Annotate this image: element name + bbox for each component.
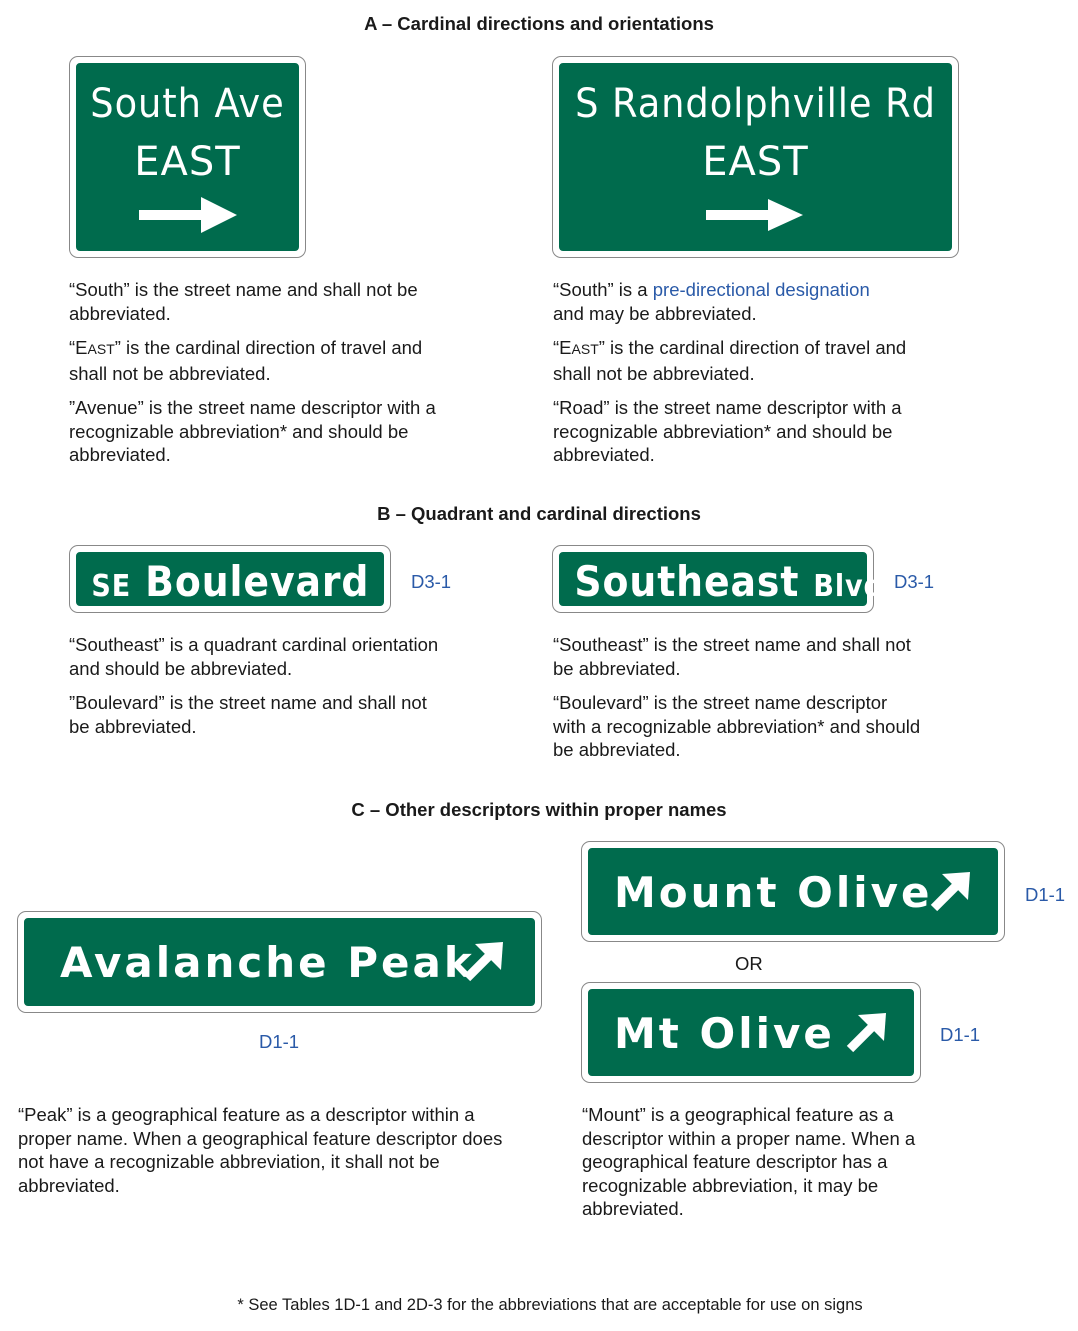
se-prefix: SE [91, 569, 132, 604]
pre-directional-link[interactable]: pre-directional designation [652, 279, 870, 300]
southeast-name: Southeast [574, 557, 800, 606]
se-boulevard-desc-p1: “Southeast” is a quadrant cardinal orientation and should be abbreviated. [69, 634, 439, 679]
randolphville-sign-line1: S Randolphville Rd [575, 81, 936, 127]
avalanche-peak-sign-text: Avalanche Peak [60, 938, 475, 987]
arrow-right-icon [706, 195, 808, 235]
arrow-up-right-icon [928, 870, 972, 914]
southeast-blvd-sign [552, 545, 884, 613]
section-a-title: A – Cardinal directions and orientations [364, 13, 714, 34]
south-ave-description [69, 278, 439, 478]
avalanche-peak-code: D1-1 [259, 1031, 300, 1052]
or-label: OR [735, 953, 763, 974]
blvd-suffix: Blvd [813, 569, 884, 604]
section-b-title: B – Quadrant and cardinal directions [377, 503, 701, 524]
randolphville-sign-line2 [559, 139, 952, 185]
avalanche-peak-description [18, 1103, 508, 1208]
se-boulevard-sign-text [91, 557, 368, 606]
randolphville-desc-p2: “EAST” is the cardinal direction of travel and shall not be abbreviated. [553, 337, 907, 384]
southeast-blvd-desc-p2: “Boulevard” is the street name descriptor with a recognizable abbreviation* and should be abbreviated. [553, 692, 921, 760]
se-boulevard-code: D3-1 [411, 571, 452, 592]
arrow-up-right-icon [461, 940, 505, 984]
southeast-blvd-desc-p1: “Southeast” is the street name and shall not be abbreviated. [553, 634, 911, 679]
mt-olive-sign [581, 982, 921, 1083]
southeast-blvd-sign-text [574, 557, 884, 606]
south-ave-desc-p1: “South” is the street name and shall not be abbreviated. [69, 279, 418, 324]
south-ave-sign-direction: EAST [134, 139, 241, 185]
se-boulevard-desc-p2: ”Boulevard” is the street name and shall not be abbreviated. [69, 692, 427, 737]
southeast-blvd-description [553, 633, 923, 773]
south-ave-desc-p2: “EAST” is the cardinal direction of travel and shall not be abbreviated. [69, 337, 423, 384]
randolphville-desc-p1: “South” is a pre-directional designation and may be abbreviated. [553, 279, 870, 324]
randolphville-sign [552, 56, 959, 258]
mount-olive-description [582, 1103, 952, 1232]
se-boulevard-description [69, 633, 439, 749]
footnote: * See Tables 1D-1 and 2D-3 for the abbreviations that are acceptable for use on signs [237, 1296, 863, 1314]
south-ave-sign-line1: South Ave [90, 81, 285, 127]
se-boulevard-sign [69, 545, 391, 613]
southeast-blvd-code: D3-1 [894, 571, 935, 592]
randolphville-description [553, 278, 923, 478]
arrow-right-icon [139, 195, 241, 235]
randolphville-desc-p3: “Road” is the street name descriptor with a recognizable abbreviation* and should be abbreviated. [553, 397, 902, 465]
mount-olive-code: D1-1 [1025, 884, 1066, 905]
randolphville-sign-direction: EAST [702, 139, 809, 185]
mount-olive-desc-p1: “Mount” is a geographical feature as a descriptor within a proper name. When a geographical feature descriptor has a recognizable abbreviation, it may be abbreviated. [582, 1104, 916, 1219]
mt-olive-sign-text: Mt Olive [614, 1009, 835, 1058]
south-ave-sign [69, 56, 306, 258]
section-c-title: C – Other descriptors within proper names [351, 799, 727, 820]
avalanche-peak-sign [17, 911, 542, 1013]
mt-olive-code: D1-1 [940, 1024, 981, 1045]
south-ave-desc-p3: ”Avenue” is the street name descriptor with a recognizable abbreviation* and should be abbreviated. [69, 397, 436, 465]
south-ave-sign-line2 [76, 139, 299, 185]
mount-olive-sign [581, 841, 1005, 942]
avalanche-peak-desc-p1: “Peak” is a geographical feature as a descriptor within a proper name. When a geographical feature descriptor does not have a recognizable abbreviation, it shall not be abbreviated. [18, 1104, 503, 1196]
arrow-up-right-icon [844, 1011, 888, 1055]
se-boulevard-name: Boulevard [145, 557, 370, 606]
mount-olive-sign-text: Mount Olive [614, 868, 933, 917]
